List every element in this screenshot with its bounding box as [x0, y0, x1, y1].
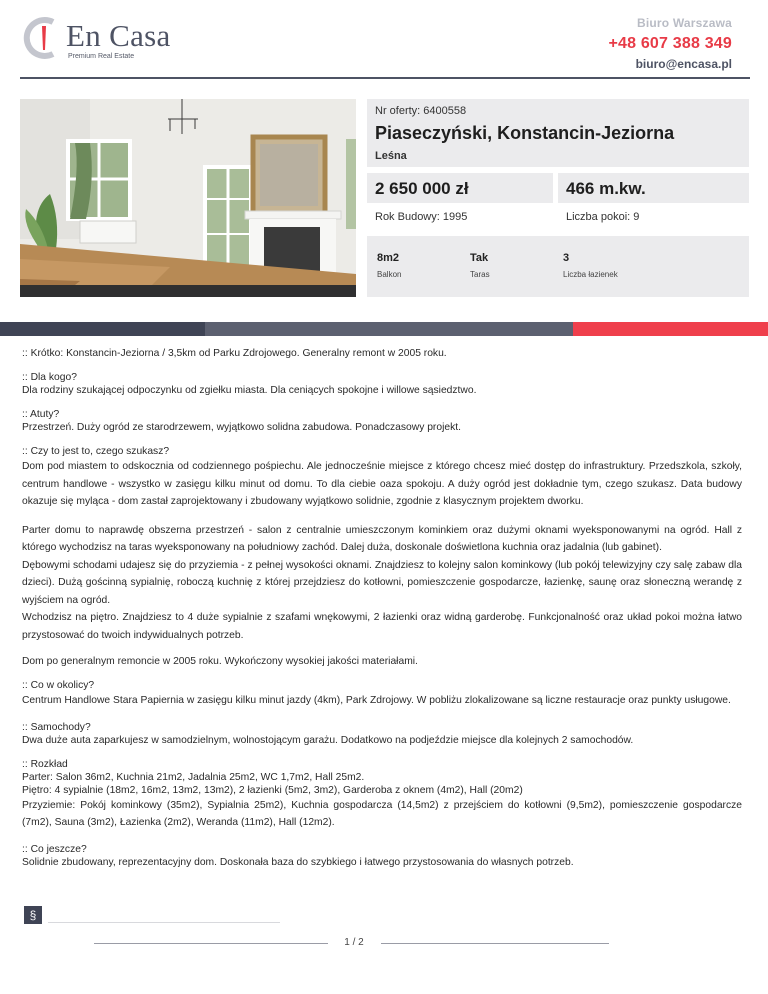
desc-cars — [22, 721, 742, 747]
desc-nearby — [22, 679, 742, 710]
desc-text: Przestrzeń. Duży ogród ze starodrzewem, wyjątkowo solidna zabudowa. Ponadczasowy projekt. — [22, 422, 461, 433]
section-icon: § — [24, 906, 42, 924]
year-built: Rok Budowy: 1995 — [375, 211, 468, 223]
divider-bar-mid — [205, 322, 573, 336]
desc-renovation: Dom po generalnym remoncie w 2005 roku. Wykończony wysokiej jakości materiałami. — [22, 656, 418, 667]
desc-rooms — [22, 758, 742, 832]
desc-heading: :: Dla kogo? — [22, 372, 77, 383]
desc-heading: :: Samochody? — [22, 721, 91, 733]
office-name: Biuro Warszawa — [636, 16, 732, 30]
desc-text: Dwa duże auta zaparkujesz w samodzielnym, wolnostojącym garażu. Dodatkowo na podjeździe miejsce dla kolejnych 2 samochodów. — [22, 734, 634, 746]
price-panel — [367, 173, 553, 203]
feature-bathrooms — [563, 252, 618, 279]
desc-more — [22, 843, 742, 869]
feature-value: 3 — [563, 252, 570, 264]
brand-name: En Casa — [66, 18, 171, 53]
divider-bar-dark — [0, 322, 205, 336]
listing-description — [22, 347, 742, 880]
desc-text: Centrum Handlowe Stara Papiernia w zasięgu kilku minut jazdy (4km), Park Zdrojowy. W pobliżu zlokalizowane są liczne restauracje oraz punkty usługowe. — [22, 695, 731, 706]
desc-text: Solidnie zbudowany, reprezentacyjny dom. Doskonała baza do szybkiego i łatwego przystosowania do własnych potrzeb. — [22, 856, 574, 868]
listing-price: 2 650 000 zł — [375, 179, 469, 198]
desc-advantages — [22, 408, 742, 434]
feature-label: Liczba łazienek — [563, 270, 618, 279]
desc-heading: :: Rozkład — [22, 758, 68, 770]
desc-heading: :: Co w okolicy? — [22, 680, 95, 691]
encasa-logo-icon — [20, 16, 60, 60]
listing-location: Piaseczyński, Konstancin-Jeziorna — [375, 123, 675, 143]
offer-number: Nr oferty: 6400558 — [375, 105, 467, 117]
desc-text: Parter domu to naprawdę obszerna przestrzeń - salon z centralnie umieszczonym kominkiem oraz dużymi oknami wyeksponowanymi na ogród. Hall z którego wychodzisz na taras wyeksponowany na południowy zachód. Dalej duża, doskonale doświetlona kuchnia oraz jadalnia (lub gabinet). — [22, 524, 742, 553]
header-divider — [20, 77, 750, 79]
contact-block — [608, 16, 732, 71]
desc-for-whom — [22, 371, 742, 397]
desc-heading: :: Atuty? — [22, 409, 60, 420]
living-room-image — [20, 99, 356, 297]
feature-label: Balkon — [377, 270, 402, 279]
desc-short: :: Krótko: Konstancin-Jeziorna / 3,5km od Parku Zdrojowego. Generalny remont w 2005 roku. — [22, 348, 447, 359]
desc-layout — [22, 522, 742, 645]
desc-text: Parter: Salon 36m2, Kuchnia 21m2, Jadalnia 25m2, WC 1,7m2, Hall 25m2. — [22, 771, 365, 783]
desc-text: Piętro: 4 sypialnie (18m2, 16m2, 13m2, 13m2), 2 łazienki (5m2, 3m2), Garderoba z oknem (4m2), Hall (20m2) — [22, 784, 523, 796]
divider-bar-red — [573, 322, 768, 336]
desc-text: Dla rodziny szukającej odpoczynku od zgiełku miasta. Dla ceniących spokojne i willowe sąsiedztwo. — [22, 385, 477, 396]
listing-header-panel — [367, 99, 749, 167]
area-panel — [558, 173, 749, 203]
feature-terrace — [470, 252, 490, 279]
features-panel — [367, 236, 749, 297]
page-rule-left — [94, 943, 328, 944]
desc-text: Wchodzisz na piętro. Znajdziesz to 4 duże sypialnie z szafami wnękowymi, 2 łazienki oraz widną garderobę. Funkcjonalność oraz układ pokoi można łatwo przystosować do twoich indywidualnych potrzeb. — [22, 612, 742, 641]
desc-text: Przyziemie: Pokój kominkowy (35m2), Sypialnia 25m2), Kuchnia gospodarcza (14,5m2) z przejściem do kotłowni (9,5m2), pomieszczenie gospodarcze (7m2), Sauna (3m2), Łazienka (2m2), Weranda (11m2), Hall (12m2). — [22, 799, 742, 828]
desc-text: Dębowymi schodami udajesz się do przyziemia - z pełnej wysokości oknami. Znajdziesz to kolejny salon kominkowy (lub pokój telewizyjny czy salę zabaw dla dzieci). Dużą gościnną sypialnię, roboczą kuchnię z której przejdziesz do kotłowni, pomieszczenie gospodarcze, łazienkę, saunę oraz słoneczną werandę z wyjściem na ogród. — [22, 559, 742, 606]
listing-district: Leśna — [375, 150, 407, 162]
page-rule-right — [381, 943, 609, 944]
feature-value: Tak — [470, 252, 489, 264]
phone-number[interactable]: +48 607 388 349 — [608, 35, 732, 52]
listing-area: 466 m.kw. — [566, 179, 646, 198]
desc-looking — [22, 445, 742, 511]
email-address[interactable]: biuro@encasa.pl — [635, 57, 732, 71]
brand-tagline: Premium Real Estate — [68, 53, 135, 60]
feature-balcony — [377, 252, 401, 279]
desc-heading: :: Czy to jest to, czego szukasz? — [22, 446, 170, 457]
property-photo — [20, 99, 356, 297]
page-number: 1 / 2 — [344, 937, 364, 948]
room-count: Liczba pokoi: 9 — [566, 211, 640, 223]
section-divider — [48, 922, 280, 923]
desc-text: Dom pod miastem to odskocznia od codziennego pośpiechu. Ale jednocześnie miejsce z którego chcesz mieć dostęp do infrastruktury. Przedszkola, szkoły, centrum handlowe - wszystko w zasięgu kilku minut od domu. To dla ciebie oaza spokoju. A duży ogród jest dokładnie tym, czego szukasz. Data budowy okazuje się myląca - dom zastał zaprojektowany i zbudowany wyjątkowo solidnie, zgodnie z klasycznym projektem dworku. — [22, 461, 742, 507]
desc-heading: :: Co jeszcze? — [22, 843, 87, 855]
brand-logo — [20, 16, 200, 60]
feature-value: 8m2 — [377, 252, 400, 264]
feature-label: Taras — [470, 270, 490, 279]
